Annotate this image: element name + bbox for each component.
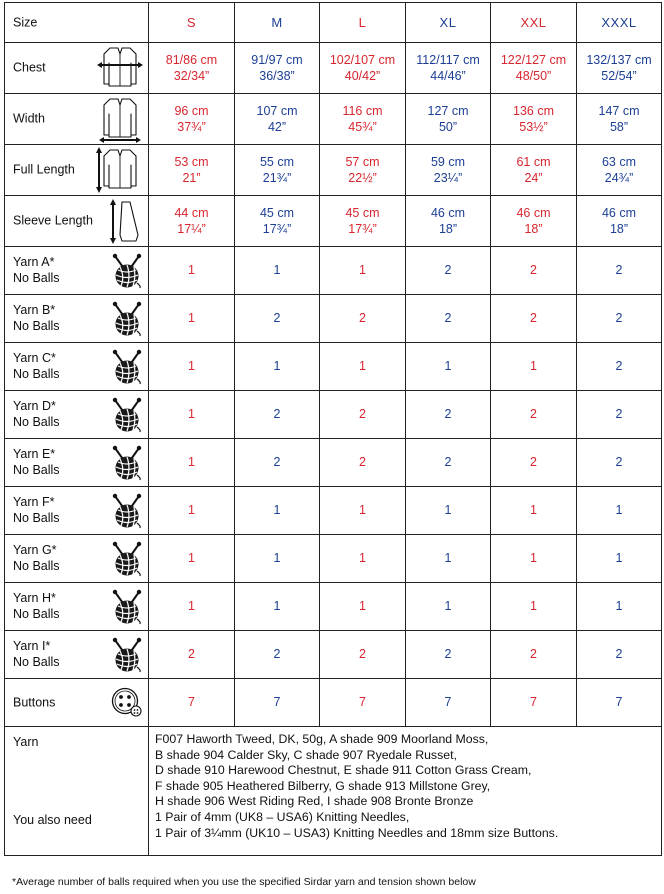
measure-value	[406, 94, 491, 145]
yarn-ball-count: 2	[577, 439, 662, 487]
cardigan-chest-icon	[96, 44, 144, 92]
value-cm: 44 cm	[174, 205, 209, 220]
measure-label	[5, 94, 149, 145]
measure-label	[5, 196, 149, 247]
value-inches: 32/34”	[173, 69, 210, 83]
measure-row-full-length	[5, 145, 662, 196]
value-inches: 23¼”	[433, 171, 463, 185]
measure-value	[320, 145, 406, 196]
value-cm: 132/137 cm	[586, 52, 652, 67]
size-header-l: L	[320, 3, 406, 43]
size-table	[4, 2, 662, 856]
yarn-ball-count: 1	[577, 583, 662, 631]
yarn-ball-count: 1	[149, 343, 235, 391]
yarn-ball-count: 1	[406, 535, 491, 583]
value-inches: 50”	[438, 120, 458, 134]
yarn-label-text: No Balls	[13, 511, 60, 526]
yarn-label-text: Yarn I*	[13, 638, 51, 653]
yarn-ball-icon	[110, 397, 144, 433]
button-count: 7	[577, 679, 662, 727]
value-inches: 48/50”	[515, 69, 552, 83]
value-inches: 52/54”	[601, 69, 637, 83]
yarn-ball-count: 1	[491, 535, 577, 583]
measure-row-sleeve-length	[5, 196, 662, 247]
yarn-ball-count: 1	[406, 583, 491, 631]
yarn-label	[5, 295, 149, 343]
yarn-label	[5, 391, 149, 439]
yarn-ball-count: 2	[406, 247, 491, 295]
yarn-ball-count: 2	[491, 631, 577, 679]
value-cm: 63 cm	[601, 154, 637, 169]
yarn-label-text: Yarn E*	[13, 446, 56, 461]
yarn-ball-count: 1	[320, 487, 406, 535]
yarn-ball-count: 1	[149, 439, 235, 487]
yarn-row	[5, 631, 662, 679]
pattern-size-chart	[4, 2, 661, 888]
yarn-ball-count: 2	[235, 631, 320, 679]
yarn-ball-count: 2	[406, 631, 491, 679]
yarn-row	[5, 439, 662, 487]
measure-value	[491, 94, 577, 145]
value-inches: 36/38”	[259, 69, 295, 83]
yarn-description-line: F shade 905 Heathered Bilberry, G shade 913 Millstone Grey,	[155, 778, 491, 793]
measure-label-text: Sleeve Length	[13, 213, 93, 228]
yarn-ball-count: 2	[320, 391, 406, 439]
cardigan-width-icon	[96, 95, 144, 143]
value-cm: 96 cm	[174, 103, 209, 118]
value-cm: 116 cm	[342, 103, 383, 118]
value-inches: 58”	[609, 120, 629, 134]
value-cm: 147 cm	[598, 103, 640, 118]
yarn-label	[5, 535, 149, 583]
yarn-heading: Yarn	[13, 735, 39, 749]
yarn-ball-count: 2	[406, 391, 491, 439]
yarn-ball-count: 2	[320, 631, 406, 679]
value-cm: 46 cm	[516, 205, 551, 220]
yarn-ball-count: 1	[577, 487, 662, 535]
yarn-row	[5, 343, 662, 391]
value-inches: 18”	[609, 222, 629, 236]
yarn-ball-icon	[110, 637, 144, 673]
value-inches: 17¾”	[262, 222, 292, 236]
measure-value	[235, 196, 320, 247]
yarn-ball-count: 1	[149, 487, 235, 535]
yarn-label-text: No Balls	[13, 367, 60, 382]
measure-value	[149, 196, 235, 247]
value-cm: 45 cm	[259, 205, 295, 220]
yarn-label-text: No Balls	[13, 463, 60, 478]
yarn-ball-count: 1	[491, 343, 577, 391]
size-header-m: M	[235, 3, 320, 43]
yarn-label-text: No Balls	[13, 271, 60, 286]
value-cm: 136 cm	[513, 103, 554, 118]
yarn-ball-count: 2	[577, 343, 662, 391]
yarn-label-text: Yarn H*	[13, 590, 56, 605]
yarn-row	[5, 583, 662, 631]
yarn-ball-count: 2	[149, 631, 235, 679]
value-cm: 45 cm	[345, 205, 380, 220]
size-header-xxxl: XXXL	[577, 3, 662, 43]
measure-value	[149, 145, 235, 196]
measure-label	[5, 43, 149, 94]
sleeve-length-icon	[110, 197, 144, 245]
yarn-ball-count: 1	[577, 535, 662, 583]
yarn-ball-count: 1	[149, 247, 235, 295]
size-header-s: S	[149, 3, 235, 43]
yarn-ball-count: 1	[320, 343, 406, 391]
button-count: 7	[235, 679, 320, 727]
yarn-ball-count: 1	[235, 583, 320, 631]
yarn-ball-icon	[110, 445, 144, 481]
measure-row-chest	[5, 43, 662, 94]
yarn-row	[5, 535, 662, 583]
measure-value	[149, 43, 235, 94]
yarn-ball-icon	[110, 541, 144, 577]
yarn-ball-count: 2	[491, 439, 577, 487]
value-cm: 46 cm	[430, 205, 466, 220]
value-cm: 55 cm	[259, 154, 295, 169]
yarn-label	[5, 487, 149, 535]
yarn-description-line: H shade 906 West Riding Red, I shade 908 Bronte Bronze	[155, 794, 474, 809]
measure-value	[406, 196, 491, 247]
yarn-description-row	[5, 727, 662, 856]
measure-value	[320, 196, 406, 247]
yarn-description-line: B shade 904 Calder Sky, C shade 907 Ryedale Russet,	[155, 747, 457, 762]
measure-value	[577, 145, 662, 196]
value-cm: 91/97 cm	[251, 52, 303, 67]
size-header-row	[5, 3, 662, 43]
yarn-description-line: 1 Pair of 4mm (UK8 – USA6) Knitting Needles,	[155, 809, 410, 824]
value-inches: 45¾”	[348, 120, 377, 134]
yarn-ball-count: 1	[235, 247, 320, 295]
buttons-row	[5, 679, 662, 727]
measure-label-text: Full Length	[13, 162, 75, 177]
yarn-ball-count: 1	[320, 247, 406, 295]
button-count: 7	[491, 679, 577, 727]
yarn-row	[5, 391, 662, 439]
yarn-ball-count: 2	[235, 391, 320, 439]
yarn-description	[149, 727, 662, 856]
value-cm: 61 cm	[516, 154, 551, 169]
yarn-ball-count: 1	[235, 487, 320, 535]
value-inches: 42”	[267, 120, 287, 134]
measure-value	[235, 94, 320, 145]
value-inches: 24”	[524, 171, 543, 185]
yarn-ball-count: 2	[320, 439, 406, 487]
yarn-label-text: Yarn F*	[13, 494, 55, 509]
size-label-cell	[5, 3, 149, 43]
yarn-row	[5, 487, 662, 535]
measure-label-text: Width	[13, 111, 45, 126]
yarn-label	[5, 583, 149, 631]
yarn-label-text: Yarn G*	[13, 542, 57, 557]
measure-value	[320, 43, 406, 94]
yarn-description-line: D shade 910 Harewood Chestnut, E shade 911 Cotton Grass Cream,	[155, 763, 532, 778]
yarn-label-text: No Balls	[13, 319, 60, 334]
value-cm: 107 cm	[256, 103, 298, 118]
you-also-need-heading: You also need	[13, 813, 92, 827]
measure-label	[5, 145, 149, 196]
yarn-ball-count: 1	[149, 535, 235, 583]
yarn-row	[5, 295, 662, 343]
footnote: *Average number of balls required when you use the specified Sirdar yarn and tension shown below	[12, 876, 476, 888]
buttons-label	[5, 679, 149, 727]
yarn-ball-count: 2	[577, 391, 662, 439]
measure-value	[577, 94, 662, 145]
measure-value	[491, 43, 577, 94]
measure-value	[149, 94, 235, 145]
yarn-label-text: Yarn C*	[13, 350, 56, 365]
value-inches: 18”	[438, 222, 458, 236]
measure-value	[406, 145, 491, 196]
yarn-ball-count: 1	[235, 535, 320, 583]
value-cm: 46 cm	[601, 205, 637, 220]
yarn-label-text: No Balls	[13, 415, 60, 430]
yarn-label	[5, 631, 149, 679]
yarn-ball-count: 1	[320, 535, 406, 583]
yarn-ball-count: 1	[149, 295, 235, 343]
button-count: 7	[406, 679, 491, 727]
yarn-ball-count: 2	[406, 439, 491, 487]
yarn-label-text: Yarn D*	[13, 398, 56, 413]
yarn-ball-count: 2	[320, 295, 406, 343]
measure-value	[235, 145, 320, 196]
size-header-xxl: XXL	[491, 3, 577, 43]
yarn-ball-icon	[110, 349, 144, 385]
size-header-xl: XL	[406, 3, 491, 43]
yarn-ball-count: 2	[491, 391, 577, 439]
value-cm: 53 cm	[174, 154, 209, 169]
yarn-ball-icon	[110, 493, 144, 529]
measure-label-text: Chest	[13, 60, 46, 75]
yarn-ball-count: 1	[406, 487, 491, 535]
measure-value	[491, 196, 577, 247]
yarn-ball-count: 2	[406, 295, 491, 343]
button-count: 7	[149, 679, 235, 727]
yarn-ball-count: 2	[577, 631, 662, 679]
measure-value	[491, 145, 577, 196]
measure-value	[320, 94, 406, 145]
measure-value	[577, 196, 662, 247]
yarn-label-text: Yarn B*	[13, 302, 56, 317]
value-inches: 21”	[182, 171, 201, 185]
value-inches: 53½”	[519, 120, 548, 134]
yarn-ball-count: 2	[235, 295, 320, 343]
value-cm: 122/127 cm	[500, 52, 567, 67]
yarn-ball-count: 2	[235, 439, 320, 487]
yarn-ball-count: 2	[577, 295, 662, 343]
yarn-ball-count: 2	[491, 295, 577, 343]
value-cm: 102/107 cm	[329, 52, 396, 67]
value-cm: 57 cm	[345, 154, 380, 169]
yarn-ball-count: 1	[320, 583, 406, 631]
value-inches: 21¾”	[262, 171, 292, 185]
value-inches: 17¼”	[177, 222, 206, 236]
yarn-ball-icon	[110, 253, 144, 289]
value-inches: 37¾”	[177, 120, 206, 134]
yarn-ball-count: 1	[491, 487, 577, 535]
yarn-label	[5, 247, 149, 295]
value-inches: 17¾”	[348, 222, 377, 236]
yarn-ball-icon	[110, 301, 144, 337]
yarn-ball-count: 2	[491, 247, 577, 295]
measure-value	[406, 43, 491, 94]
button-icon	[110, 686, 144, 720]
measure-value	[577, 43, 662, 94]
measure-value	[235, 43, 320, 94]
buttons-label-text: Buttons	[13, 695, 56, 710]
yarn-description-line: 1 Pair of 3¼mm (UK10 – USA3) Knitting Needles and 18mm size Buttons.	[155, 825, 559, 840]
value-cm: 112/117 cm	[416, 52, 480, 67]
value-inches: 18”	[524, 222, 543, 236]
yarn-section-labels	[5, 727, 149, 856]
value-inches: 24¾”	[604, 171, 634, 185]
yarn-label	[5, 439, 149, 487]
yarn-ball-count: 1	[149, 391, 235, 439]
button-count: 7	[320, 679, 406, 727]
yarn-ball-count: 1	[235, 343, 320, 391]
yarn-label-text: No Balls	[13, 655, 60, 670]
yarn-row	[5, 247, 662, 295]
yarn-label-text: Yarn A*	[13, 254, 55, 269]
cardigan-length-icon	[96, 146, 144, 194]
value-cm: 59 cm	[430, 154, 466, 169]
value-inches: 44/46”	[430, 69, 466, 83]
value-cm: 81/86 cm	[165, 52, 218, 67]
measure-row-width	[5, 94, 662, 145]
yarn-ball-icon	[110, 589, 144, 625]
yarn-ball-count: 1	[406, 343, 491, 391]
yarn-ball-count: 1	[149, 583, 235, 631]
yarn-label-text: No Balls	[13, 559, 60, 574]
value-inches: 40/42”	[344, 69, 381, 83]
yarn-description-line: F007 Haworth Tweed, DK, 50g, A shade 909 Moorland Moss,	[155, 732, 489, 746]
yarn-ball-count: 2	[577, 247, 662, 295]
yarn-ball-count: 1	[491, 583, 577, 631]
yarn-label-text: No Balls	[13, 607, 60, 622]
size-label-cell-text: Size	[13, 15, 38, 30]
value-inches: 22½”	[348, 171, 377, 185]
yarn-label	[5, 343, 149, 391]
value-cm: 127 cm	[427, 103, 469, 118]
